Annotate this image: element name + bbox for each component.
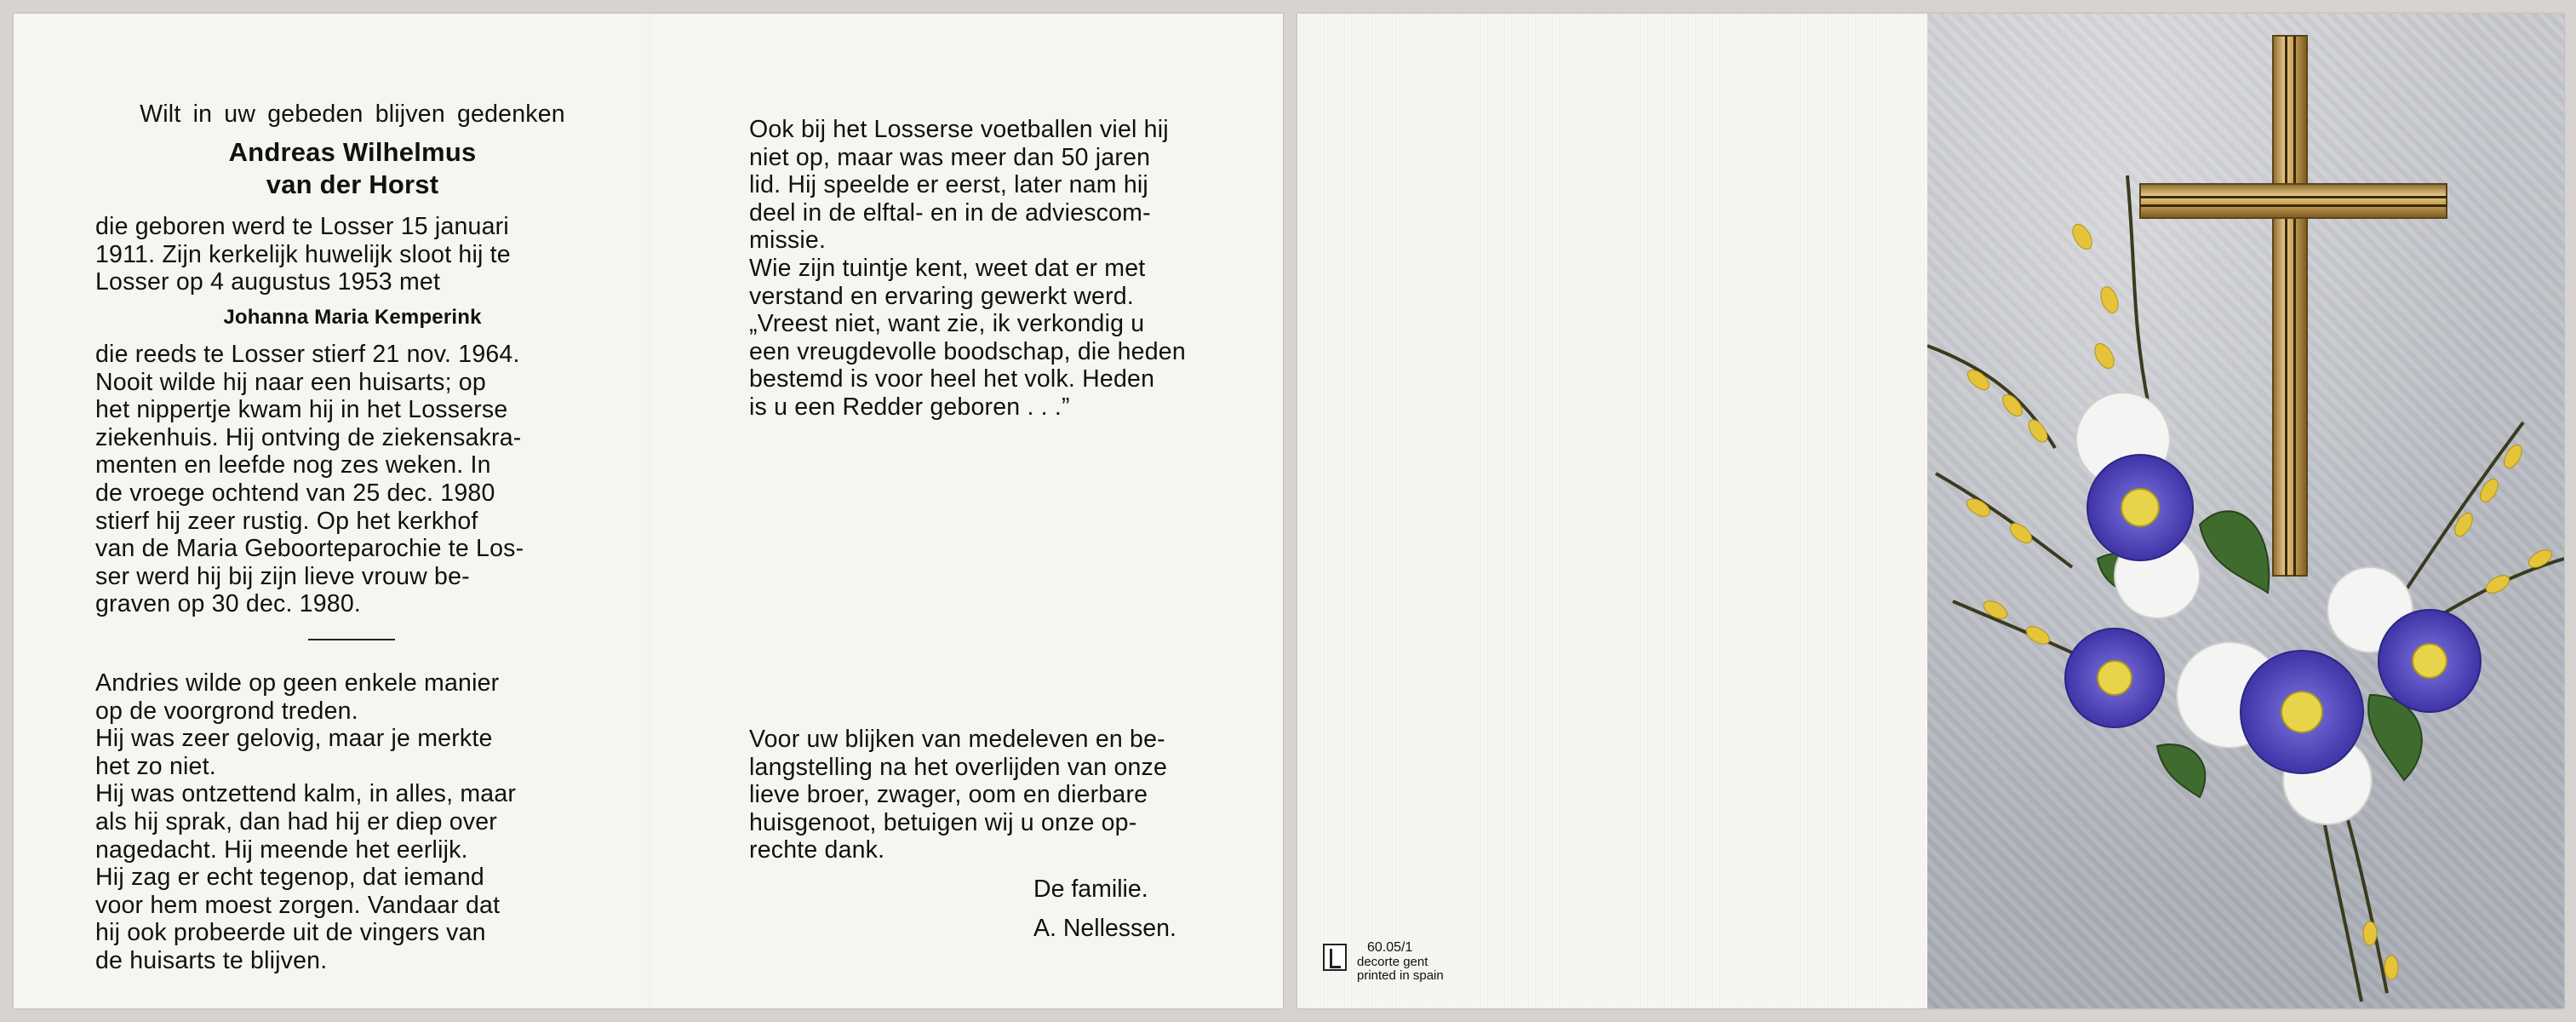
- daisy-4: [2379, 610, 2481, 712]
- text-line: Hij was ontzettend kalm, in alles, maar: [95, 780, 517, 808]
- text-line: een vreugdevolle boodschap, die heden: [749, 337, 1186, 365]
- text-line: op de voorgrond treden.: [95, 697, 358, 725]
- biography-part-1: [95, 213, 610, 296]
- text-line: is u een Redder geboren . . .”: [749, 393, 1070, 421]
- biography-part-2: [95, 341, 610, 618]
- text-line: de vroege ochtend van 25 dec. 1980: [95, 479, 495, 507]
- cover-photo-cross-and-flowers: [1927, 14, 2564, 1008]
- signature-name: A. Nellessen.: [1033, 915, 1176, 942]
- text-line: het nippertje kwam hij in het Losserse: [95, 396, 508, 424]
- text-line: Hij zag er echt tegenop, dat iemand: [95, 864, 484, 892]
- text-line: Hij was zeer gelovig, maar je merkte: [95, 725, 493, 753]
- text-line: „Vreest niet, want zie, ik verkondig u: [749, 310, 1145, 338]
- printer-logo-icon: [1323, 944, 1347, 971]
- text-line: stierf hij zeer rustig. Op het kerkhof: [95, 507, 478, 535]
- name-line-1: Andreas Wilhelmus: [228, 137, 477, 167]
- memorial-card-inner-spread: [14, 14, 1283, 1008]
- text-line: bestemd is voor heel het volk. Heden: [749, 365, 1155, 393]
- signature-family: De familie.: [1033, 876, 1148, 903]
- cross-and-flowers-illustration: [1927, 14, 2564, 1008]
- text-line: nagedacht. Hij meende het eerlijk.: [95, 835, 468, 864]
- text-line: de huisarts te blijven.: [95, 946, 328, 974]
- text-line: graven op 30 dec. 1980.: [95, 590, 362, 618]
- text-line: rechte dank.: [749, 836, 885, 864]
- twigs: [1927, 175, 2564, 1002]
- daisy-1: [2087, 455, 2193, 560]
- memorial-card-outer-spread: [1297, 14, 2564, 1008]
- daisy-3: [2241, 651, 2363, 773]
- text-line: die reeds te Losser stierf 21 nov. 1964.: [95, 341, 520, 368]
- text-line: niet op, maar was meer dan 50 jaren: [749, 143, 1151, 171]
- text-line: Wie zijn tuintje kent, weet dat er met: [749, 254, 1146, 282]
- text-line: lieve broer, zwager, oom en dierbare: [749, 781, 1148, 809]
- text-line: het zo niet.: [95, 752, 216, 780]
- text-line: Ook bij het Losserse voetballen viel hij: [749, 116, 1169, 143]
- text-line: voor hem moest zorgen. Vandaar dat: [95, 891, 501, 919]
- text-line: Nooit wilde hij naar een huisarts; op: [95, 368, 486, 396]
- printer-imprint: [1323, 928, 1493, 983]
- character-description: [95, 669, 610, 975]
- spouse-name: Johanna Maria Kemperink: [223, 306, 482, 329]
- back-panel: [1297, 14, 1924, 1008]
- text-line: 1911. Zijn kerkelijk huwelijk sloot hij te: [95, 240, 511, 268]
- text-line: huisgenoot, betuigen wij u onze op-: [749, 808, 1137, 836]
- text-line: die geboren werd te Losser 15 januari: [95, 213, 509, 240]
- section-divider: [308, 639, 395, 640]
- text-line: verstand en ervaring gewerkt werd.: [749, 282, 1134, 310]
- left-text-panel: [14, 14, 648, 1008]
- text-line: deel in de elftal- en in de adviescom-: [749, 198, 1151, 227]
- text-line: Losser op 4 augustus 1953 met: [95, 268, 441, 296]
- text-line: Andries wilde op geen enkele manier: [95, 669, 500, 697]
- text-line: als hij sprak, dan had hij er diep over: [95, 807, 497, 835]
- text-line: menten en leefde nog zes weken. In: [95, 451, 491, 479]
- text-line: lid. Hij speelde er eerst, later nam hij: [749, 171, 1148, 199]
- football-and-garden-text: [749, 116, 1245, 422]
- text-line: missie.: [749, 227, 827, 255]
- printer-origin: printed in spain: [1357, 968, 1444, 983]
- name-line-2: van der Horst: [266, 169, 439, 199]
- text-line: ser werd hij bij zijn lieve vrouw be-: [95, 562, 470, 590]
- intro-line: Wilt in uw gebeden blijven gedenken: [140, 100, 565, 128]
- thank-you-text: [749, 726, 1245, 864]
- text-line: van de Maria Geboorteparochie te Los-: [95, 535, 524, 563]
- text-line: ziekenhuis. Hij ontving de ziekensakra-: [95, 423, 522, 451]
- text-line: hij ook probeerde uit de vingers van: [95, 919, 486, 947]
- right-text-panel: [650, 14, 1283, 1008]
- printer-code: 60.05/1: [1367, 940, 1413, 955]
- text-line: Voor uw blijken van medeleven en be-: [749, 726, 1165, 753]
- deceased-name: [95, 136, 610, 201]
- printer-name: decorte gent: [1357, 955, 1428, 969]
- daisy-2: [2065, 629, 2164, 727]
- text-line: langstelling na het overlijden van onze: [749, 753, 1168, 781]
